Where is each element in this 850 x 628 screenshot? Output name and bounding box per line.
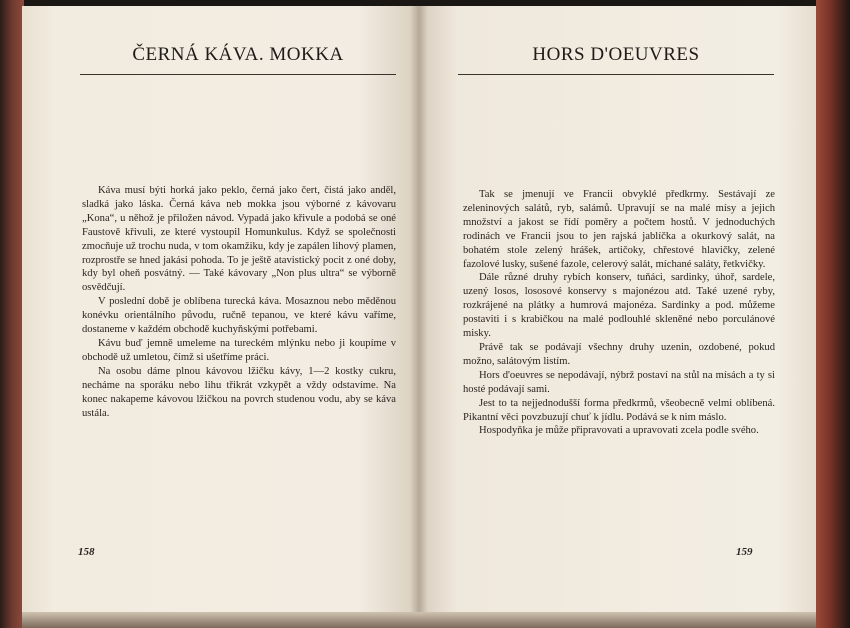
book-gutter <box>410 6 428 618</box>
page-number: 159 <box>736 546 753 558</box>
book-cover-left-edge <box>0 0 24 628</box>
body-text <box>463 188 775 438</box>
paragraph: Dále různé druhy rybích konserv, tuňáci, sardinky, úhoř, sardele, uzený losos, lososové konservy s majonézou atd. Také uzené ryby, rozkrájené na plátky a humrová majonéza. Sardinky a pod. můžeme postaviti i s krabičkou na malé podlouhlé skleněné nebo porculánové misky. <box>463 272 775 340</box>
page-title: ČERNÁ KÁVA. MOKKA <box>132 44 344 65</box>
page-number: 158 <box>78 546 95 558</box>
left-page <box>22 6 418 618</box>
page-block-edge <box>22 612 816 628</box>
paragraph: Hospodyňka je může připravovati a upravovati zcela podle svého. <box>479 425 759 437</box>
body-text <box>82 184 396 420</box>
page-title: HORS D'OEUVRES <box>532 44 700 65</box>
paragraph: Tak se jmenují ve Francii obvyklé předkrmy. Sestávají ze zeleninových salátů, ryb, salámů. Upravují se na malé mísy a jejich množství a jakost se řídí poměry a počtem hostů. V jednoduchých rodinách ve Francii jsou to jen rajská jablíčka a okurkový salát, na bohatém stole zelený hrášek, artičoky, chřestové hlavičky, zelené fazolové lusky, sušené fazole, celerový salát, míchané saláty, řetkvičky. <box>463 189 775 270</box>
book-cover-right-edge <box>816 0 850 628</box>
paragraph: V poslední době je oblíbena turecká káva. Mosaznou nebo měděnou konévku orientálního původu, ručně tepanou, ve které kávu vaříme, dostaneme v každém obchodě kuchyňskými potřebami. <box>82 296 396 336</box>
right-page <box>418 6 816 618</box>
title-rule <box>80 74 396 75</box>
paragraph: Na osobu dáme plnou kávovou lžičku kávy, 1—2 kostky cukru, necháme na sporáku nebo lihu třikrát vzkypět a vždy odstavíme. Na konec nakapeme kávovou lžičkou na povrch studenou vodu, aby se káva ustála. <box>82 365 396 419</box>
title-rule <box>458 74 774 75</box>
paragraph: Hors d'oeuvres se nepodávají, nýbrž postaví na stůl na mísách a ty si hosté podávají sami. <box>463 369 775 395</box>
paragraph: Káva musí býti horká jako peklo, černá jako čert, čistá jako anděl, sladká jako láska. Černá káva neb mokka jsou výborné z kávovaru „Kona“, u něhož je přiložen návod. Vypadá jako křivule a podobá se oné Faustově křivuli, ze které vystoupil Homunkulus. Když se společnosti zmocňuje už trochu nuda, v tom okamžiku, kdy je zapálen lihový plamen, rozprostře se hned jakási pohoda. To je ještě atavistický pocit z oné doby, kdy byl oheň posvátný. — Také kávovary „Non plus ultra“ se výborně osvědčují. <box>82 185 396 294</box>
paragraph: Právě tak se podávají všechny druhy uzenin, ozdobené, pokud možno, salátovým listím. <box>463 341 775 367</box>
paragraph: Jest to ta nejjednodušší forma předkrmů, všeobecně velmi oblíbená. Pikantní věci povzbuzují chuť k jídlu. Podává se k nim máslo. <box>463 397 775 423</box>
paragraph: Kávu buď jemně umeleme na tureckém mlýnku nebo ji koupíme v obchodě už umletou, čímž si ušetříme práci. <box>82 337 396 363</box>
